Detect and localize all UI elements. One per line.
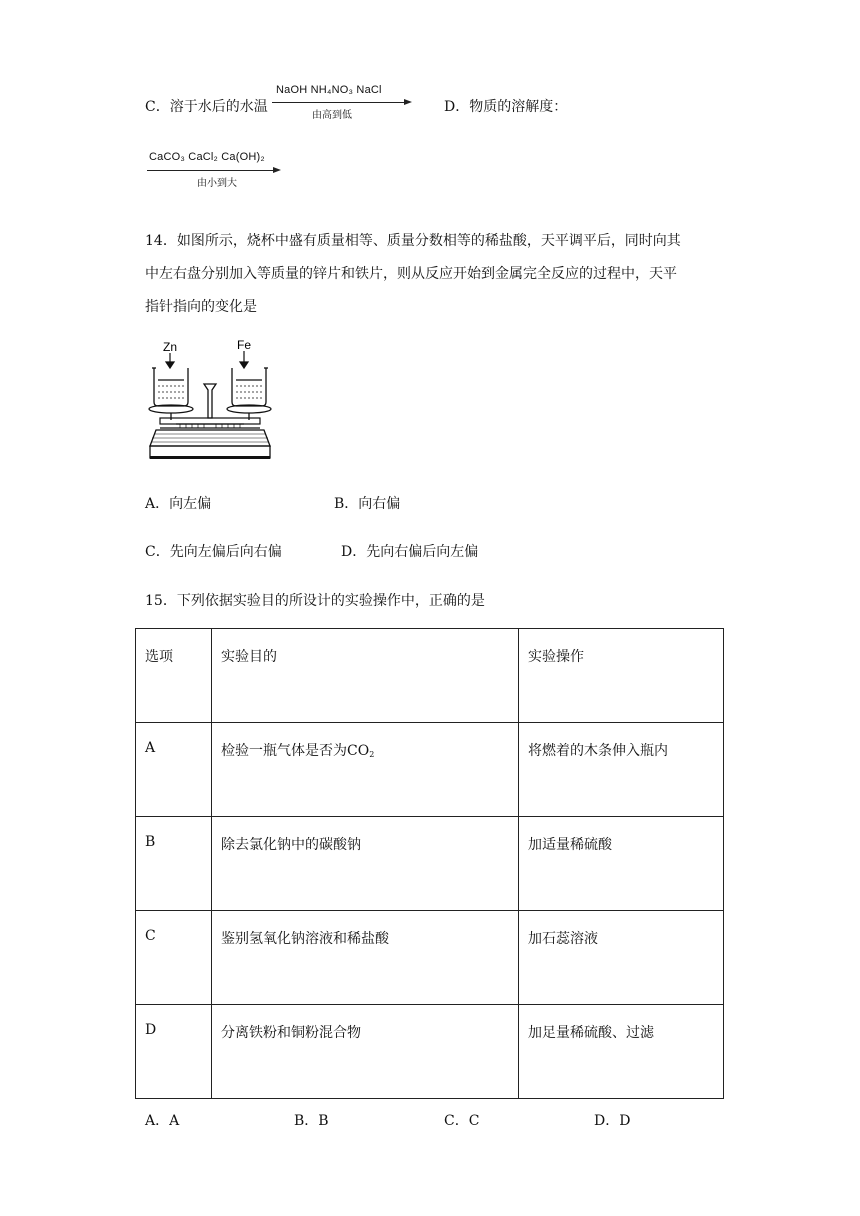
row-purpose bbox=[212, 723, 519, 817]
table-row bbox=[136, 1005, 724, 1099]
q14-stem-line3: 指针指向的变化是 bbox=[145, 299, 257, 315]
table-row bbox=[136, 723, 724, 817]
header-operation: 实验操作 bbox=[519, 629, 724, 723]
q13-option-d-chems: CaCO₃ CaCl₂ Ca(OH)₂ bbox=[149, 151, 265, 163]
row-operation: 将燃着的木条伸入瓶内 bbox=[519, 723, 724, 817]
zn-label: Zn bbox=[163, 340, 178, 354]
row-purpose-text: 检验一瓶气体是否为CO bbox=[221, 743, 370, 759]
q14-stem-line2: 中左右盘分别加入等质量的锌片和铁片，则从反应开始到金属完全反应的过程中，天平 bbox=[145, 266, 677, 282]
row-operation: 加足量稀硫酸、过滤 bbox=[519, 1005, 724, 1099]
row-operation: 加适量稀硫酸 bbox=[519, 817, 724, 911]
q14-option-a: A．向左偏 bbox=[145, 496, 212, 512]
arrow-head-icon bbox=[273, 167, 281, 173]
header-purpose: 实验目的 bbox=[212, 629, 519, 723]
row-purpose: 除去氯化钠中的碳酸钠 bbox=[212, 817, 519, 911]
row-option: D bbox=[136, 1005, 212, 1099]
q15-stem: 15．下列依据实验目的所设计的实验操作中，正确的是 bbox=[145, 593, 485, 609]
q14-option-d: D．先向右偏后向左偏 bbox=[341, 544, 479, 560]
q15-answer-b: B．B bbox=[294, 1113, 329, 1129]
q15-table bbox=[135, 628, 724, 1099]
table-header-row bbox=[136, 629, 724, 723]
q13-option-d-arrow-label: 由小到大 bbox=[197, 178, 237, 189]
header-option: 选项 bbox=[136, 629, 212, 723]
table-row bbox=[136, 911, 724, 1005]
row-purpose-subscript: 2 bbox=[369, 750, 375, 759]
q14-option-c: C．先向左偏后向右偏 bbox=[145, 544, 282, 560]
q15-answer-c: C．C bbox=[444, 1113, 480, 1129]
q13-option-d-text: D．物质的溶解度： bbox=[444, 99, 568, 115]
q13-option-c-arrow bbox=[272, 82, 412, 122]
balance-scale-figure bbox=[146, 334, 274, 464]
q14-option-b: B．向右偏 bbox=[334, 496, 401, 512]
row-purpose: 鉴别氢氧化钠溶液和稀盐酸 bbox=[212, 911, 519, 1005]
q15-answer-a: A．A bbox=[145, 1113, 180, 1129]
table-row bbox=[136, 817, 724, 911]
q13-option-c-chems: NaOH NH₄NO₃ NaCl bbox=[276, 84, 382, 96]
q13-option-d-arrow bbox=[147, 150, 287, 190]
q13-option-c-arrow-label: 由高到低 bbox=[312, 110, 352, 121]
q14-stem-line1: 14．如图所示，烧杯中盛有质量相等、质量分数相等的稀盐酸，天平调平后，同时向其 bbox=[145, 233, 681, 249]
row-option: C bbox=[136, 911, 212, 1005]
row-purpose: 分离铁粉和铜粉混合物 bbox=[212, 1005, 519, 1099]
row-operation: 加石蕊溶液 bbox=[519, 911, 724, 1005]
q15-answer-d: D．D bbox=[594, 1113, 631, 1129]
fe-label: Fe bbox=[237, 338, 252, 352]
row-option: B bbox=[136, 817, 212, 911]
row-option: A bbox=[136, 723, 212, 817]
q13-option-c-text: C．溶于水后的水温 bbox=[145, 99, 268, 115]
arrow-head-icon bbox=[404, 99, 412, 105]
